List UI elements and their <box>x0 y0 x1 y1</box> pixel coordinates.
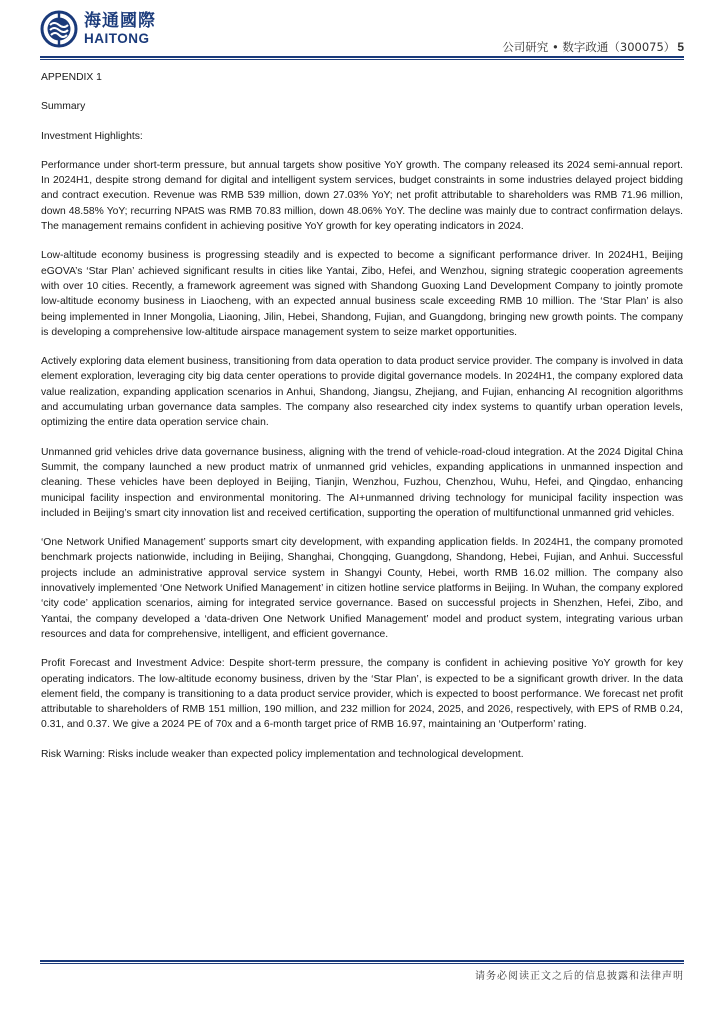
page-header <box>40 10 684 58</box>
page-number: 5 <box>677 40 684 54</box>
paragraph-data-element: Actively exploring data element business, transitioning from data operation to data product service provider. The company is involved in data element exploration, leveraging city big data center operations to provide digital governance models. In 2024H1, the company explored data value realization, expanding application scenarios in Anhui, Shandong, Jiangsu, Zhejiang, and Fujian, enhancing AI recognition algorithms and accumulating urban governance data samples. The company also researched city index systems to quantify urban operation levels, optimizing the entire data operation service chain. <box>41 356 683 429</box>
header-divider-thin <box>40 59 684 60</box>
paragraph-low-altitude: Low-altitude economy business is progressing steadily and is expected to become a significant performance driver. In 2024H1, Beijing eGOVA’s ‘Star Plan’ achieved significant results in cities like Yantai, Zibo, Hefei, and Wenzhou, signing strategic cooperation agreements with over 10 cities. Recently, a framework agreement was signed with Shandong Guoxing Land Development Company to jointly promote low-altitude economy business in Liaocheng, with an expected annual business scale exceeding RMB 10 million. The ‘Star Plan’ is also being implemented in Inner Mongolia, Liaoning, Jilin, Hebei, Shandong, Fujian, and Guangdong, bringing new growth points. The company is developing a comprehensive low-altitude airspace management system to seize market opportunities. <box>41 250 683 338</box>
header-divider <box>40 56 684 58</box>
haitong-logo-icon <box>40 10 78 48</box>
report-header-line <box>502 39 684 55</box>
appendix-label: APPENDIX 1 <box>41 72 102 83</box>
paragraph-profit-forecast: Profit Forecast and Investment Advice: Despite short-term pressure, the company is confident in achieving positive YoY growth for key operating indicators. The low-altitude economy business, driven by the ‘Star Plan’, is expected to be a significant growth driver. In the data element field, the company is transitioning to a data product service provider, which is expected to boost performance. We forecast net profit attributable to shareholders of RMB 151 million, 190 million, and 232 million for 2024, 2025, and 2026, respectively, with EPS of RMB 0.24, 0.31, and 0.37. We give a 2024 PE of 70x and a 6-month target price of RMB 16.97, maintaining an ‘Outperform’ rating. <box>41 658 683 731</box>
paragraph-one-network: ‘One Network Unified Management’ supports smart city development, with expanding application fields. In 2024H1, the company promoted benchmark projects nationwide, including in Beijing, Shanghai, Chongqing, Guangdong, Shandong, Hebei, Fujian, and Anhui. Successful projects include an administrative approval service system in Shangyi County, Hebei, worth RMB 16.02 million. The company also innovatively implemented ‘One Network Unified Management’ in citizen hotline service platforms in Beijing. In Wuhan, the company explored ‘city code’ application scenarios, aiming for integrated service governance. Based on successful projects in Shenzhen, Hefei, Zibo, and Yantai, the company developed a ‘data-driven One Network Unified Management’ model and product system, integrating various urban resources and data for comprehensive, intelligent, and efficient governance. <box>41 537 683 640</box>
paragraph-unmanned-vehicles: Unmanned grid vehicles drive data governance business, aligning with the trend of vehicle-road-cloud integration. At the 2024 Digital China Summit, the company launched a new product matrix of unmanned grid vehicles, expanding applications in unmanned inspection and cleaning. These vehicles have been deployed in Beijing, Tianjin, Wenzhou, Fuzhou, Chenzhou, Wuhu, Hefei, and Qingdao, enhancing municipal facility inspection and environmental monitoring. The AI+unmanned driving technology for municipal facility inspection was included in Beijing’s smart city innovation list and received certification, supporting the operation of multifunctional unmanned grid vehicles. <box>41 446 683 519</box>
footer-disclaimer: 请务必阅读正文之后的信息披露和法律声明 <box>475 971 684 982</box>
paragraph-performance: Performance under short-term pressure, but annual targets show positive YoY growth. The company released its 2024 semi-annual report. In 2024H1, despite strong demand for digital and intelligent system services, budget constraints in some industries delayed project bidding and contract execution. Revenue was RMB 539 million, down 27.03% YoY; net profit attributable to shareholders was RMB 71.96 million, down 48.58% YoY; recurring NPAtS was RMB 70.83 million, down 48.06% YoY. The decline was mainly due to contract confirmation delays. The management remains confident in achieving positive YoY growth for key operating indicators in 2024. <box>41 159 683 233</box>
highlights-heading: Investment Highlights: <box>41 130 143 142</box>
report-title: 公司研究 • 数字政通（300075） <box>502 40 676 54</box>
logo-english-name: HAITONG <box>84 30 150 46</box>
report-body <box>41 70 683 776</box>
summary-heading: Summary <box>41 101 86 113</box>
haitong-logo <box>40 10 156 48</box>
footer-divider <box>40 960 684 962</box>
footer-divider-thin <box>40 963 684 964</box>
paragraph-risk-warning: Risk Warning: Risks include weaker than expected policy implementation and technological development. <box>41 748 524 760</box>
logo-chinese-name: 海通國際 <box>84 10 156 31</box>
